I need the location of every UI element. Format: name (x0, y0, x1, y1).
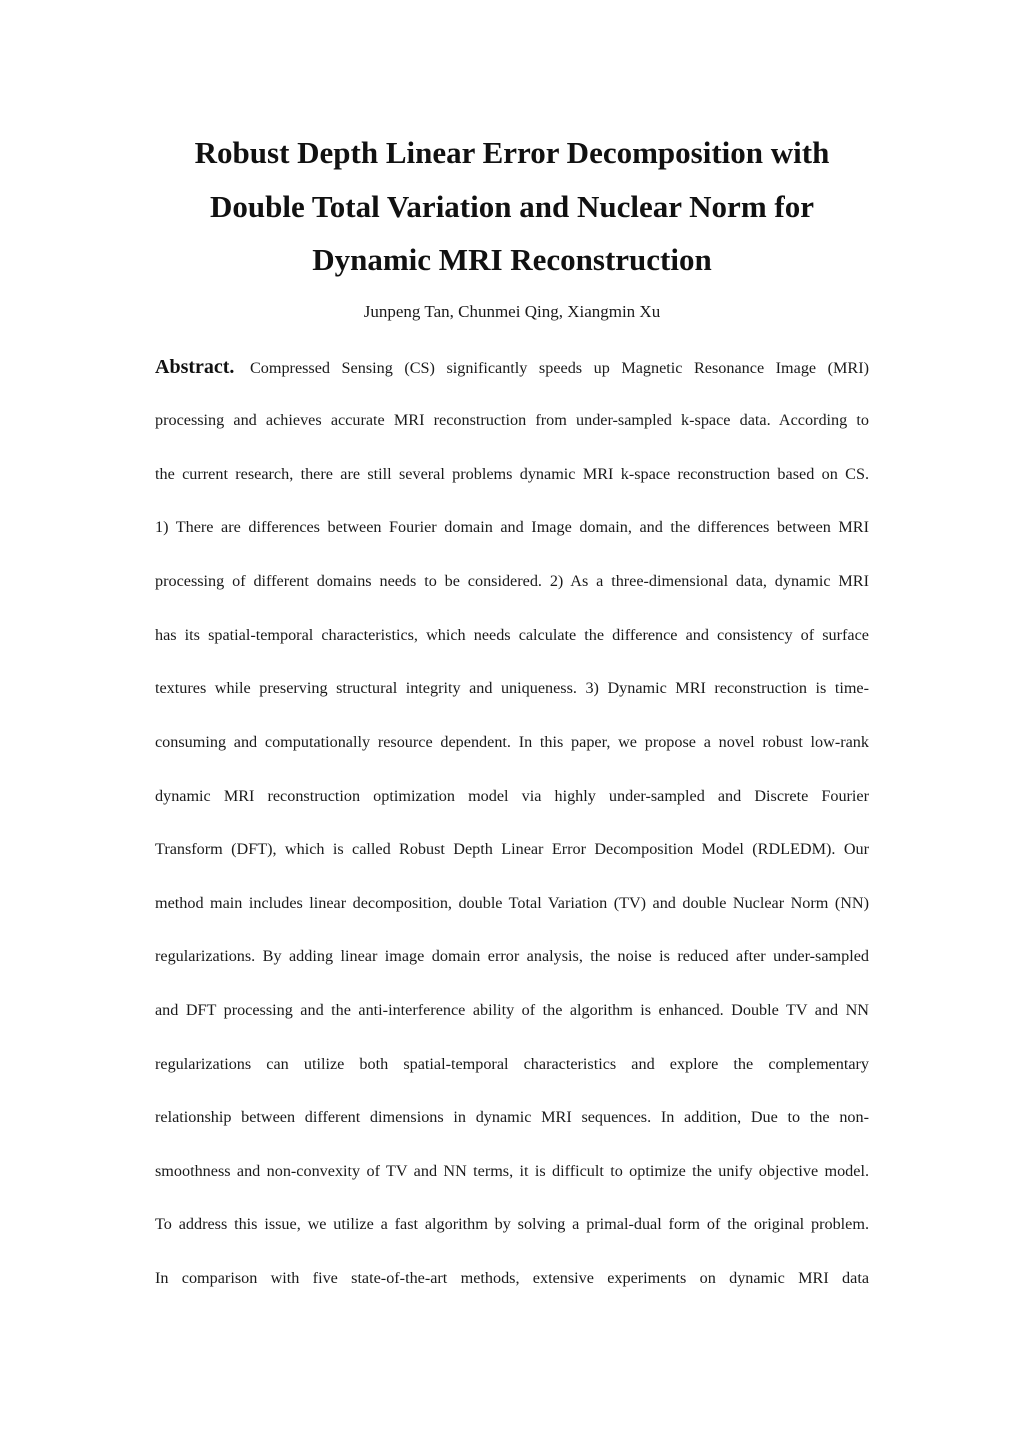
abstract-line: smoothness and non-convexity of TV and NN terms, it is difficult to optimize the unify objective model. (155, 1162, 869, 1180)
abstract-line: processing of different domains needs to be considered. 2) As a three-dimensional data, dynamic MRI (155, 572, 869, 590)
abstract-line: regularizations can utilize both spatial-temporal characteristics and explore the complementary (155, 1055, 869, 1073)
abstract-line-text: Compressed Sensing (CS) significantly speeds up Magnetic Resonance Image (MRI) (249, 359, 870, 377)
abstract-line: method main includes linear decomposition, double Total Variation (TV) and double Nuclear Norm (NN) (155, 894, 869, 912)
abstract-line: To address this issue, we utilize a fast algorithm by solving a primal-dual form of the original problem. (155, 1215, 869, 1233)
abstract-line: has its spatial-temporal characteristics, which needs calculate the difference and consistency of surface (155, 626, 869, 644)
author-list: Junpeng Tan, Chunmei Qing, Xiangmin Xu (363, 302, 661, 321)
title-line: Dynamic MRI Reconstruction (312, 242, 712, 277)
abstract-line: relationship between different dimensions in dynamic MRI sequences. In addition, Due to the non- (155, 1108, 869, 1126)
title-line: Double Total Variation and Nuclear Norm for (210, 188, 814, 224)
abstract-line: and DFT processing and the anti-interference ability of the algorithm is enhanced. Double TV and NN (155, 1001, 869, 1019)
abstract-label: Abstract. (155, 356, 235, 378)
abstract-line: 1) There are differences between Fourier domain and Image domain, and the differences between MRI (155, 518, 869, 536)
abstract-line: In comparison with five state-of-the-art methods, extensive experiments on dynamic MRI data (155, 1269, 869, 1287)
abstract-line: regularizations. By adding linear image domain error analysis, the noise is reduced after under-sampled (155, 947, 869, 965)
paper-title (100, 126, 924, 287)
abstract-line (155, 355, 869, 379)
abstract-line: the current research, there are still several problems dynamic MRI k-space reconstruction based on CS. (155, 465, 869, 483)
title-line: Robust Depth Linear Error Decomposition with (194, 135, 830, 170)
abstract-line: Transform (DFT), which is called Robust Depth Linear Error Decomposition Model (RDLEDM). Our (155, 840, 869, 858)
abstract-line: consuming and computationally resource dependent. In this paper, we propose a novel robust low-rank (155, 733, 869, 751)
abstract-line: processing and achieves accurate MRI reconstruction from under-sampled k-space data. According to (155, 411, 869, 429)
abstract-line: textures while preserving structural integrity and uniqueness. 3) Dynamic MRI reconstruction is time- (155, 679, 869, 697)
abstract-line: dynamic MRI reconstruction optimization model via highly under-sampled and Discrete Fourier (155, 787, 869, 805)
